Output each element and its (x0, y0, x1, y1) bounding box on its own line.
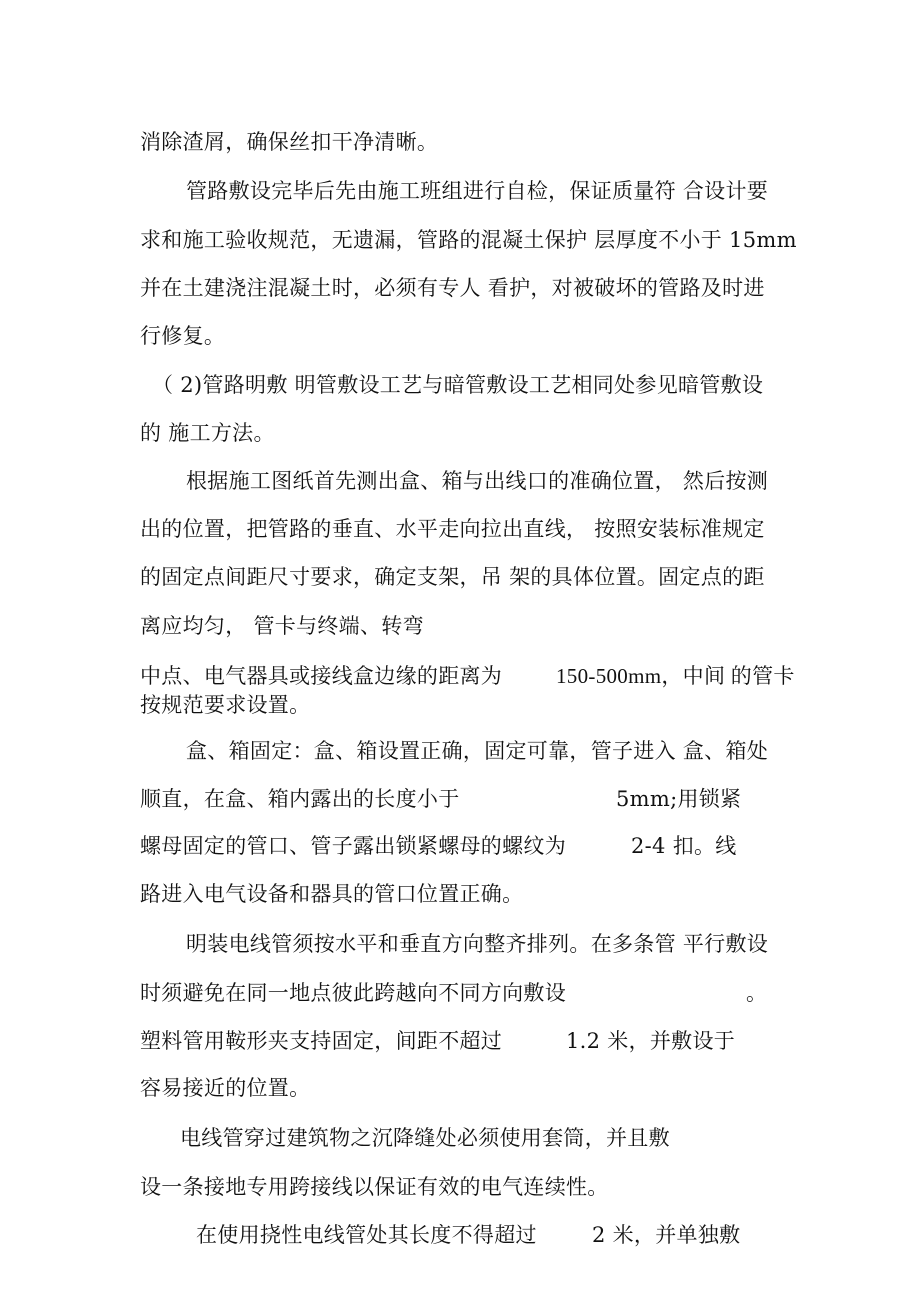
paragraph-line (140, 978, 566, 1008)
text-segment: 设一条接地专用跨接线以保证有效的电气连续性。 (140, 1175, 609, 1199)
paragraph-line (140, 1172, 609, 1202)
paragraph-line (140, 273, 765, 303)
text-segment: 的固定点间距尺寸要求，确定支架，吊 架的具体位置。固定点的距 (140, 565, 765, 589)
text-segment: 离应均匀， 管卡与终端、转弯 (140, 614, 424, 638)
text-segment: 容易接近的位置。 (140, 1076, 311, 1100)
text-segment: 1.2 米，并敷设于 (566, 1029, 736, 1053)
paragraph-line (592, 1220, 740, 1250)
text-segment: 明装电线管须按水平和垂直方向整齐排列。在多条管 平行敷设 (186, 932, 769, 956)
text-segment: 管路敷设完毕后先由施工班组进行自检，保证质量符 合设计要 (186, 179, 769, 203)
paragraph-line (186, 176, 768, 206)
paragraph-line (186, 736, 768, 766)
paragraph-line (140, 127, 438, 157)
paragraph-line (140, 1073, 310, 1103)
text-segment: 求和施工验收规范，无遗漏，管路的混凝土保护 层厚度不小于 15mm (140, 228, 797, 252)
text-segment: 按规范要求设置。 (140, 693, 311, 717)
paragraph-line (186, 929, 768, 959)
text-segment: （ 2)管路明敷 明管敷设工艺与暗管敷设工艺相同处参见暗管敷设 (152, 373, 764, 397)
paragraph-line (140, 690, 310, 720)
text-segment: 顺直，在盒、箱内露出的长度小于 (140, 787, 460, 811)
text-segment: 并在土建浇注混凝土时，必须有专人 看护，对被破坏的管路及时进 (140, 276, 765, 300)
text-segment: 根据施工图纸首先测出盒、箱与出线口的准确位置， 然后按测 (186, 469, 769, 493)
paragraph-line (140, 611, 424, 641)
text-segment: 5mm;用锁紧 (616, 787, 742, 811)
text-segment: 2 米，并单独敷 (592, 1223, 741, 1247)
paragraph-line (566, 1026, 735, 1056)
text-segment: 路进入电气设备和器具的管口位置正确。 (140, 882, 524, 906)
text-segment: 中点、电气器具或接线盒边缘的距离为 (140, 664, 503, 688)
paragraph-line (196, 1220, 537, 1250)
paragraph-line (140, 562, 765, 592)
paragraph-line (140, 1026, 502, 1056)
paragraph-line (186, 466, 768, 496)
text-segment: 出的位置，把管路的垂直、水平走向拉出直线， 按照安装标准规定 (140, 517, 765, 541)
paragraph-line (556, 661, 795, 691)
paragraph-line (140, 661, 502, 691)
text-segment: 电线管穿过建筑物之沉降缝处必须使用套筒，并且敷 (180, 1126, 670, 1150)
paragraph-line (140, 418, 275, 448)
text-segment: 消除渣屑，确保丝扣干净清晰。 (140, 130, 439, 154)
text-segment: 螺母固定的管口、管子露出锁紧螺母的螺纹为 (140, 834, 566, 858)
paragraph-line (140, 784, 460, 814)
paragraph-line (152, 370, 763, 400)
text-segment: 在使用挠性电线管处其长度不得超过 (196, 1223, 537, 1247)
text-segment: 塑料管用鞍形夹支持固定，间距不超过 (140, 1029, 503, 1053)
text-segment: 行修复。 (140, 324, 226, 348)
paragraph-line (140, 225, 797, 255)
paragraph-line (746, 978, 767, 1008)
paragraph-line (180, 1123, 670, 1153)
text-segment: 。 (746, 981, 768, 1005)
paragraph-line (616, 784, 741, 814)
text-segment: 150-500mm，中间 的管卡 (556, 664, 795, 688)
text-segment: 2-4 扣。线 (631, 834, 737, 858)
paragraph-line (631, 831, 737, 861)
text-segment: 的 施工方法。 (140, 421, 275, 445)
text-segment: 盒、箱固定：盒、箱设置正确，固定可靠，管子进入 盒、箱处 (186, 739, 769, 763)
paragraph-line (140, 514, 765, 544)
paragraph-line (140, 831, 566, 861)
text-segment: 时须避免在同一地点彼此跨越向不同方向敷设 (140, 981, 566, 1005)
paragraph-line (140, 879, 523, 909)
paragraph-line (140, 321, 225, 351)
